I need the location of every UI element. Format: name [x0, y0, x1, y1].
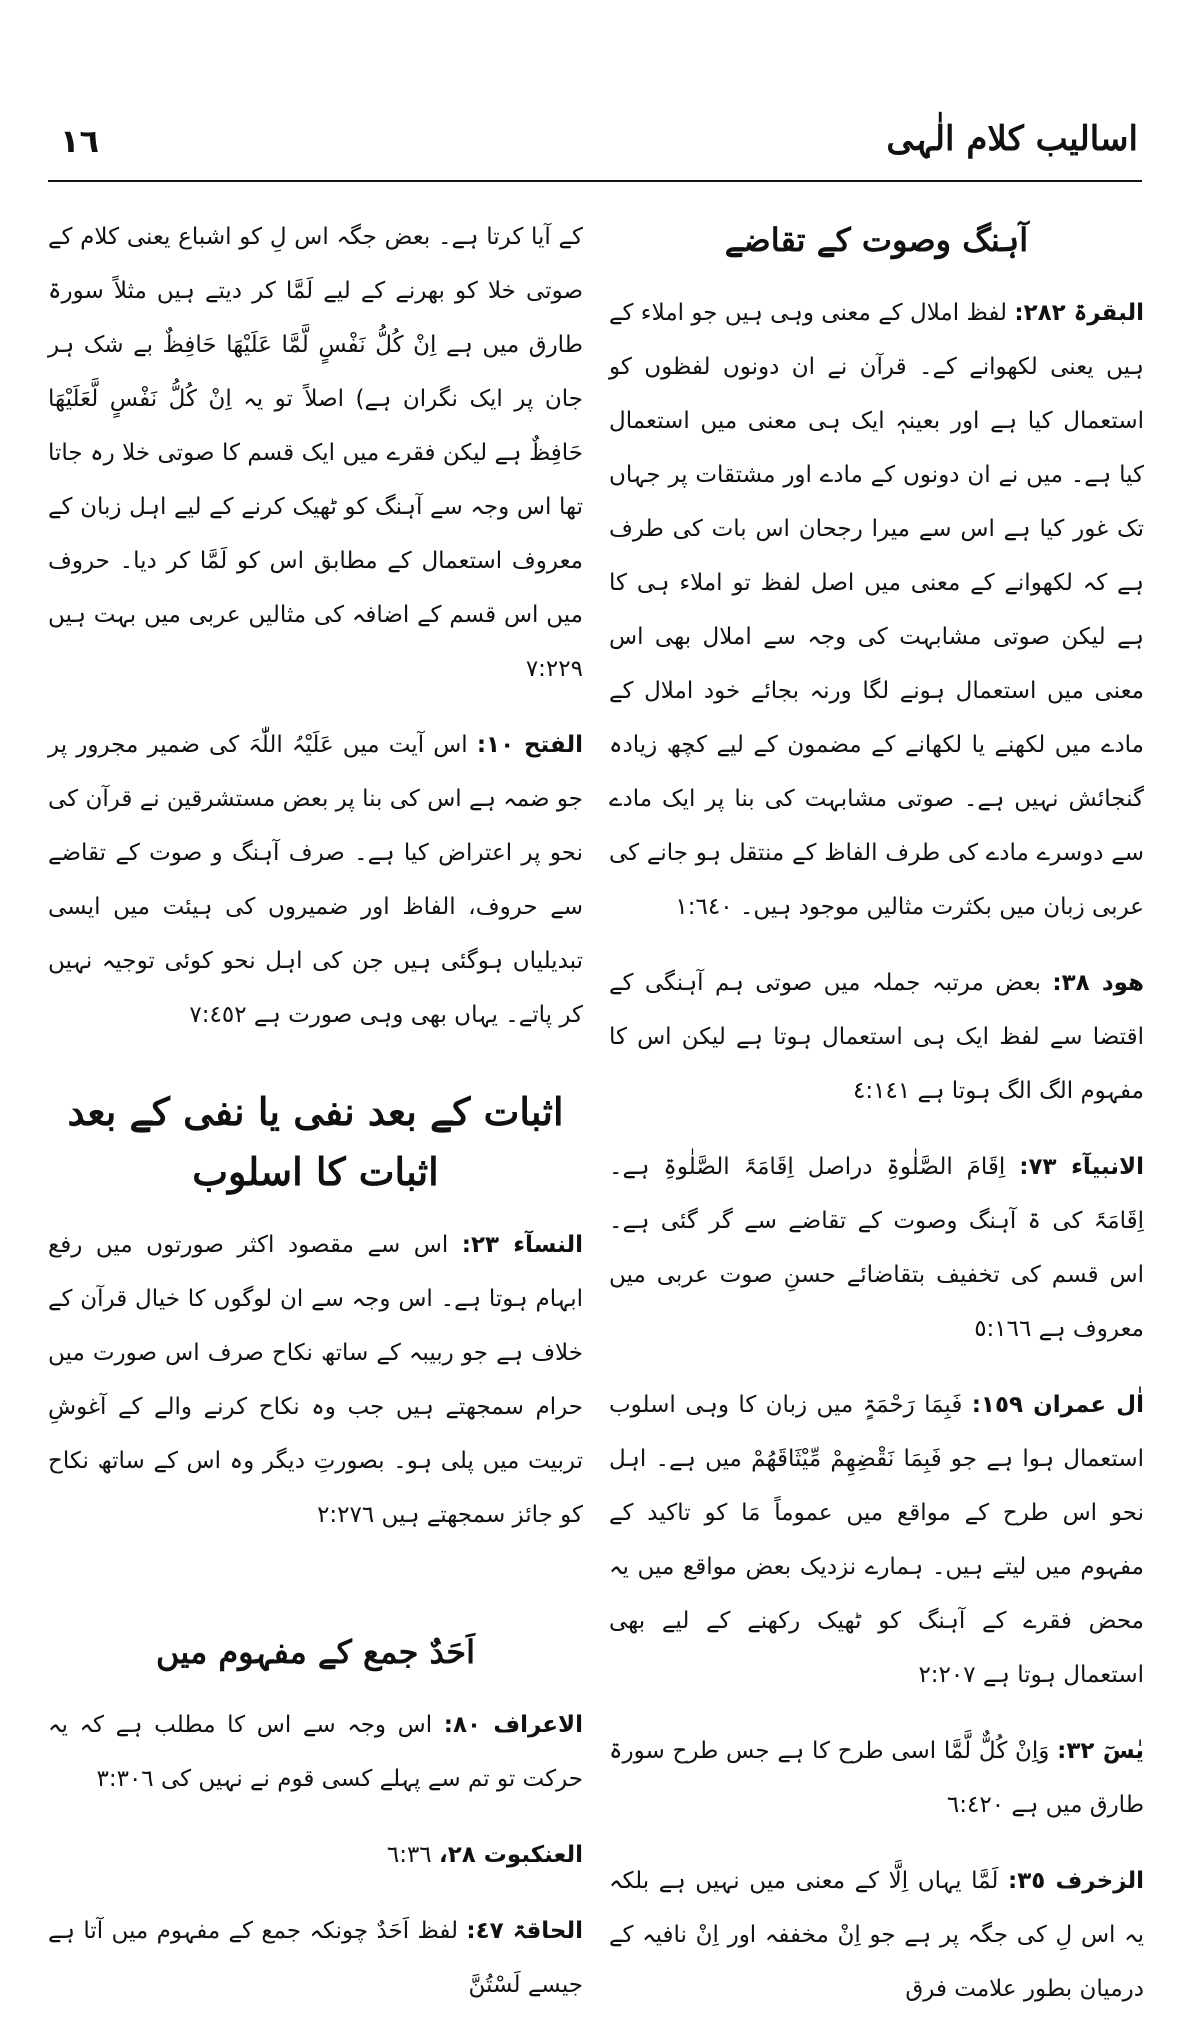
verse-reference: البقرۃ ٢٨٢:: [1014, 300, 1144, 326]
paragraph-text: فَبِمَا رَحْمَۃٍ میں زبان کا وہی اسلوب استعمال ہوا ہے جو فَبِمَا نَقْضِھِمْ مِّیْثَاقَھُمْ میں ہے۔ اہل نحو اس طرح کے مواقع میں عموماً مَا کو تاکید کے مفہوم میں لیتے ہیں۔ ہمارے نزدیک بعض مواقع میں یہ محض فقرے کے آہنگ کو ٹھیک رکھنے کے لیے بھی استعمال ہوتا ہے ٢:٢٠٧: [609, 1392, 1144, 1688]
verse-reference: الاعراف ٨٠:: [443, 1712, 584, 1738]
page-number: ١٦: [60, 122, 100, 160]
paragraph-text: اس آیت میں عَلَیْہُ اللّٰہَ کی ضمیر مجرور پر جو ضمہ ہے اس کی بنا پر بعض مستشرقین نے قرآن کی نحو پر اعتراض کیا ہے۔ صرف آہنگ و صوت کے تقاضے سے حروف، الفاظ اور ضمیروں کی ہیئت میں ایسی تبدیلیاں ہوگئی ہیں جن کی اہل نحو کوئی توجیہ نہیں کر پاتے۔ یہاں بھی وہی صورت ہے ٧:٤٥٢: [48, 732, 583, 1028]
paragraph-text: ٦:٣٦: [386, 1842, 432, 1868]
book-title: اسالیب کلام الٰہی: [886, 119, 1138, 159]
verse-reference: ھود ٣٨:: [1052, 970, 1145, 996]
paragraph: [48, 210, 583, 696]
paragraph-text: اِقَامَ الصَّلٰوۃِ دراصل اِقَامَۃَ الصَّلٰوۃِ ہے۔ اِقَامَۃَ کی ۃ آہنگ وصوت کے تقاضے سے گر گئی ہے۔ اس قسم کی تخفیف بتقاضائے حسنِ صوت عربی میں معروف ہے ٥:١٦٦: [609, 1154, 1144, 1342]
verse-reference: یٰسٓ ٣٢:: [1057, 1738, 1145, 1764]
paragraph-text: بعض مرتبہ جملہ میں صوتی ہم آہنگی کے اقتضا سے لفظ ایک ہی استعمال ہوتا ہے لیکن اس کا مفہوم الگ الگ ہوتا ہے ٤:١٤١: [609, 970, 1144, 1104]
paragraph: [609, 286, 1144, 934]
verse-reference: اٰل عمران ١٥٩:: [971, 1392, 1144, 1418]
section-heading: اثبات کے بعد نفی یا نفی کے بعد اثبات کا اسلوب: [67, 1089, 564, 1194]
paragraph: [48, 718, 583, 1042]
paragraph: [609, 1854, 1144, 2016]
verse-reference: الفتح ١٠:: [476, 732, 583, 758]
paragraph: [609, 1724, 1144, 1832]
paragraph: [48, 1828, 583, 1882]
paragraph: [48, 1698, 583, 1806]
section-heading: آہنگ وصوت کے تقاضے: [724, 221, 1029, 259]
paragraph-text: لفظ اَحَدٌ چونکہ جمع کے مفہوم میں آتا ہے جیسے لَسْتُنَّ: [48, 1918, 583, 1998]
verse-reference: الحاقۃ ٤٧:: [466, 1918, 584, 1944]
page-header: [48, 118, 1142, 182]
paragraph-text: وَاِنْ کُلٌّ لَّمَّا اسی طرح کا ہے جس طرح سورۃ طارق میں ہے ٦:٤٢٠: [609, 1738, 1144, 1818]
paragraph-text: کے آیا کرتا ہے۔ بعض جگہ اس لِ کو اشباع یعنی کلام کے صوتی خلا کو بھرنے کے لیے لَمَّا کر دیتے ہیں مثلاً سورۃ طارق میں ہے اِنْ کُلُّ نَفْسٍ لَّمَّا عَلَیْھَا حَافِظٌ بے شک ہر جان پر ایک نگران ہے) اصلاً تو یہ اِنْ کُلُّ نَفْسٍ لَّعَلَیْھَا حَافِظٌ ہے لیکن فقرے میں ایک قسم کا صوتی خلا رہ جاتا تھا اس وجہ سے آہنگ کو ٹھیک کرنے کے لیے اہل زبان کے معروف استعمال کے مطابق اس کو لَمَّا کر دیا۔ حروف میں اس قسم کے اضافہ کی مثالیں عربی میں بہت ہیں ٧:٢٢٩: [48, 224, 583, 682]
paragraph: [48, 1904, 583, 2012]
right-column: [609, 210, 1144, 2038]
paragraph-text: لفظ املال کے معنی وہی ہیں جو املاء کے ہیں یعنی لکھوانے کے۔ قرآن نے ان دونوں لفظوں کو استعمال کیا ہے اور بعینہٖ ایک ہی معنی میں استعمال کیا ہے۔ میں نے ان دونوں کے مادے اور مشتقات پر جہاں تک غور کیا ہے اس سے میرا رجحان اس بات کی طرف ہے کہ لکھوانے کے معنی میں اصل لفظ تو املاء ہی کا ہے لیکن صوتی مشابہت کی وجہ سے املال بھی اس معنی میں استعمال ہونے لگا ورنہ بجائے خود املال کے مادے میں لکھنے یا لکھانے کے مضمون کے لیے کچھ زیادہ گنجائش نہیں ہے۔ صوتی مشابہت کی بنا پر ایک مادے سے دوسرے مادے کی طرف الفاظ کے منتقل ہو جانے کی عربی زبان میں بکثرت مثالیں موجود ہیں۔ ١:٦٤٠: [609, 300, 1144, 920]
verse-reference: الانبیآء ٧٣:: [1019, 1154, 1144, 1180]
paragraph: [609, 1140, 1144, 1356]
verse-reference: العنکبوت ٢٨،: [438, 1842, 583, 1868]
paragraph-text: لَمَّا یہاں اِلَّا کے معنی میں نہیں ہے بلکہ یہ اس لِ کی جگہ پر ہے جو اِنْ مخففہ اور اِنْ نافیہ کے درمیان بطور علامت فرق: [609, 1868, 1144, 2002]
paragraph: [609, 956, 1144, 1118]
verse-reference: النسآء ٢٣:: [461, 1232, 584, 1258]
section-heading: اَحَدٌ جمع کے مفہوم میں: [156, 1633, 475, 1671]
left-column: [48, 210, 583, 2034]
paragraph-text: اس سے مقصود اکثر صورتوں میں رفع ابہام ہوتا ہے۔ اس وجہ سے ان لوگوں کا خیال قرآن کے خلاف ہے جو ربیبہ کے ساتھ نکاح صرف اس صورت میں حرام سمجھتے ہیں جب وہ نکاح کرنے والے کے آغوشِ تربیت میں پلی ہو۔ بصورتِ دیگر وہ اس کے ساتھ نکاح کو جائز سمجھتے ہیں ٢:٢٧٦: [48, 1232, 583, 1528]
paragraph: [609, 1378, 1144, 1702]
paragraph-text: اس وجہ سے اس کا مطلب ہے کہ یہ حرکت تو تم سے پہلے کسی قوم نے نہیں کی ٣:٣٠٦: [48, 1712, 583, 1792]
paragraph: [48, 1218, 583, 1542]
verse-reference: الزخرف ٣٥:: [1008, 1868, 1145, 1894]
